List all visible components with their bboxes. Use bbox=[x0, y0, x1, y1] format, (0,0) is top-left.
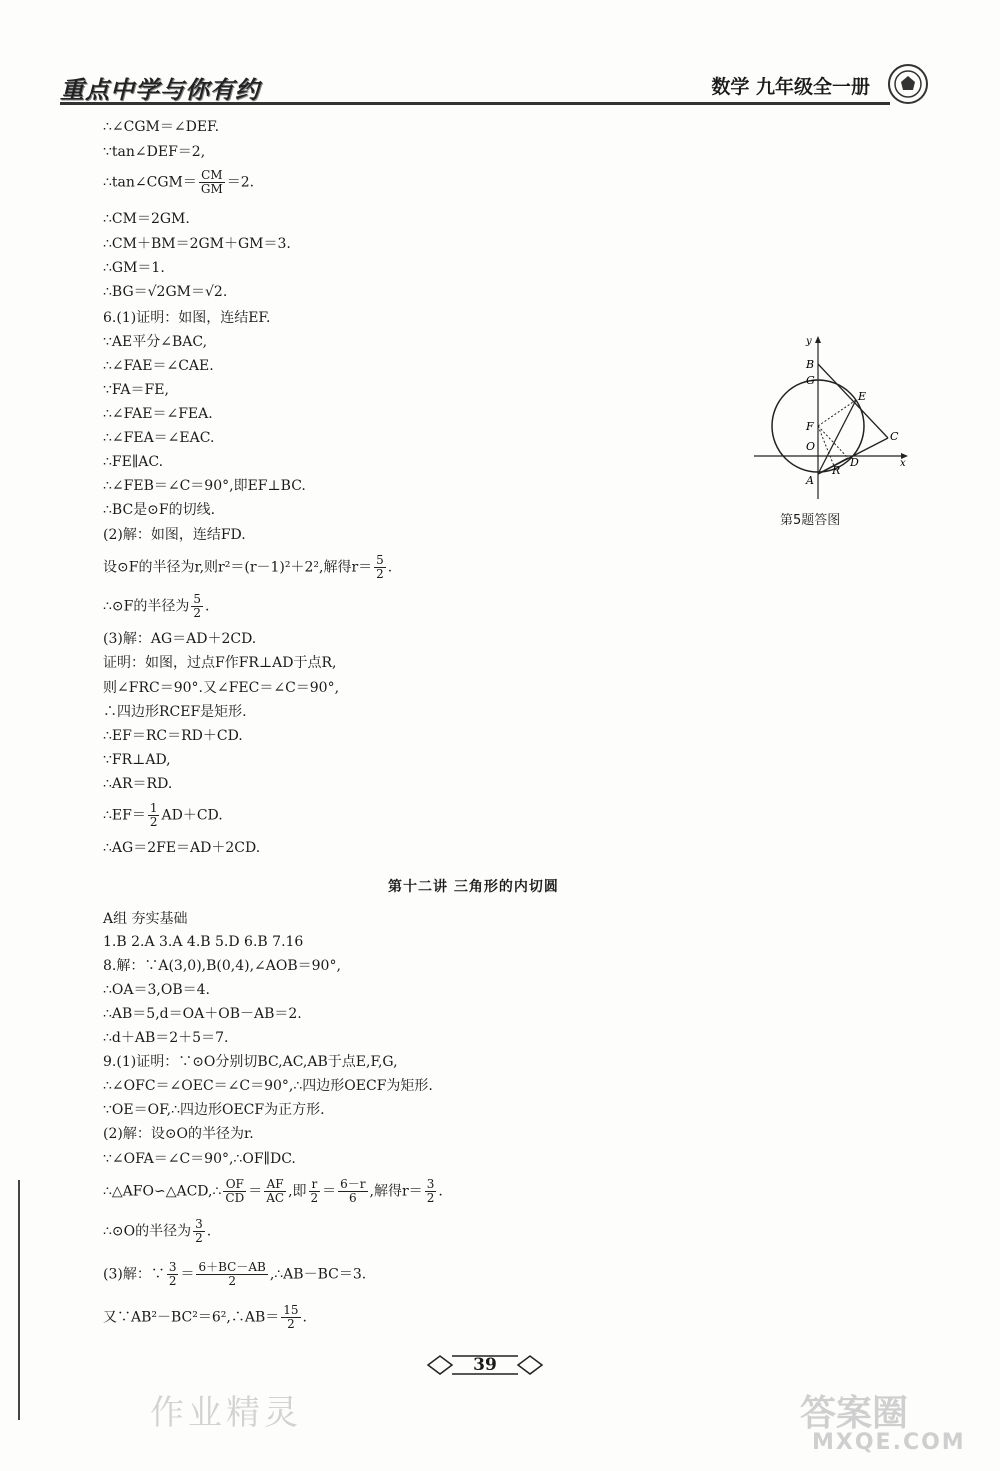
text-line: ∴AR＝RD. bbox=[103, 776, 173, 792]
geometry-figure bbox=[752, 334, 912, 504]
text-line: 8.解：∵A(3,0),B(0,4),∠AOB＝90°, bbox=[103, 958, 341, 974]
fraction: $\frac{AF}{AC}$ bbox=[266, 1177, 285, 1205]
text-line: 则∠FRC＝90°.又∠FEC＝∠C＝90°, bbox=[103, 680, 340, 696]
text-line: ∴⊙O的半径为 $\frac{3}{2}$ . bbox=[103, 1217, 212, 1245]
text-line: ∵tan∠DEF＝2, bbox=[103, 144, 206, 160]
text-line: ∴AG＝2FE＝AD＋2CD. bbox=[103, 840, 261, 856]
fraction: $\frac{3}{2}$ bbox=[195, 1217, 203, 1245]
fraction: $\frac{1}{2}$ bbox=[149, 801, 158, 829]
label-C: C bbox=[890, 430, 899, 443]
label-G: G bbox=[806, 374, 815, 387]
page-number: 39 bbox=[473, 1355, 497, 1375]
fraction: $\frac{5}{2}$ bbox=[376, 553, 384, 581]
figure-caption: 第5题答图 bbox=[780, 513, 841, 528]
label-B: B bbox=[806, 358, 815, 371]
text-line: 又∵AB²－BC²＝6²,∴AB＝ $\frac{15}{2}$ . bbox=[103, 1303, 307, 1331]
label-y: y bbox=[806, 336, 812, 347]
header-title: 重点中学与你有约 bbox=[60, 76, 260, 104]
section-title: 第十二讲 三角形的内切圆 bbox=[388, 879, 559, 895]
text-line: ∵OE＝OF,∴四边形OECF为正方形. bbox=[103, 1102, 325, 1118]
fraction: $\frac{OF}{CD}$ bbox=[225, 1177, 245, 1205]
text-line: ∴CM＋BM＝2GM＋GM＝3. bbox=[103, 236, 291, 252]
text-line: ∵FR⊥AD, bbox=[103, 752, 171, 768]
header-rule bbox=[60, 102, 890, 105]
text-line: ∴∠FAE＝∠FEA. bbox=[103, 406, 213, 422]
fraction: $\frac{5}{2}$ bbox=[193, 592, 201, 620]
text-line: 设⊙F的半径为r,则r²＝(r－1)²＋2²,解得r＝ $\frac{5}{2}$ . bbox=[103, 553, 393, 581]
fraction: $\frac{CM}{GM}$ bbox=[200, 168, 223, 196]
text-line: 1.B 2.A 3.A 4.B 5.D 6.B 7.16 bbox=[103, 934, 304, 950]
school-seal-icon bbox=[886, 62, 930, 106]
page-number-box bbox=[426, 1352, 544, 1378]
text-line: ∴EF＝ $\frac{1}{2}$ AD＋CD. bbox=[103, 801, 223, 829]
watermark-text: 作业精灵 bbox=[150, 1393, 302, 1433]
text-line: ∴d＋AB＝2＋5＝7. bbox=[103, 1030, 229, 1046]
text-line: (2)解：如图，连结FD. bbox=[103, 527, 246, 543]
label-A: A bbox=[806, 474, 814, 487]
label-F: F bbox=[806, 420, 814, 433]
text-line: ∴tan∠CGM＝ $\frac{CM}{GM}$ ＝2. bbox=[103, 168, 255, 196]
page-header bbox=[60, 62, 930, 106]
watermark-url: MXQE.COM bbox=[812, 1430, 966, 1455]
text-line: (2)解：设⊙O的半径为r. bbox=[103, 1126, 254, 1142]
text-line: ∴BC是⊙F的切线. bbox=[103, 502, 216, 518]
label-x: x bbox=[900, 458, 906, 469]
text-line: ∵FA＝FE, bbox=[103, 382, 169, 398]
text-line: (3)解：∵ $\frac{3}{2}$ ＝ $\frac{6+BC-AB}{2}$ ,∴AB－BC＝3. bbox=[103, 1260, 367, 1288]
text-line: ∴BG＝√2GM＝√2. bbox=[103, 284, 228, 300]
watermark-logo: 答案圈 bbox=[800, 1393, 909, 1434]
header-subject: 数学 九年级全一册 bbox=[711, 76, 870, 98]
fraction: $\frac{3}{2}$ bbox=[426, 1177, 435, 1205]
fraction: $\frac{r}{2}$ bbox=[310, 1177, 319, 1205]
fraction: $\frac{6+BC-AB}{2}$ bbox=[198, 1260, 266, 1288]
text-line: ∴FE∥AC. bbox=[103, 454, 164, 470]
text-line: ∴∠FEA＝∠EAC. bbox=[103, 430, 215, 446]
text-line: 证明：如图，过点F作FR⊥AD于点R, bbox=[103, 655, 337, 671]
fraction: $\frac{15}{2}$ bbox=[283, 1303, 299, 1331]
text-line: ∴∠CGM＝∠DEF. bbox=[103, 119, 220, 135]
text-line: ∵∠OFA＝∠C＝90°,∴OF∥DC. bbox=[103, 1151, 296, 1167]
text-line: ∵AE平分∠BAC, bbox=[103, 334, 208, 350]
text-line: ∴CM＝2GM. bbox=[103, 211, 190, 227]
text-line: ∴△AFO∽△ACD,∴ $\frac{OF}{CD}$ ＝ $\frac{AF}{AC}$ ,即 $\frac{r}{2}$ ＝ $\frac{6-r}{6}$ ,解得r＝ $\frac{3}{2}$ . bbox=[103, 1177, 443, 1205]
label-E: E bbox=[858, 390, 867, 403]
text-line: ∴OA＝3,OB＝4. bbox=[103, 982, 210, 998]
text-line: ∴GM＝1. bbox=[103, 260, 165, 276]
text-line: 6.(1)证明：如图，连结EF. bbox=[103, 310, 271, 326]
label-O: O bbox=[806, 440, 816, 453]
text-line: 9.(1)证明：∵⊙O分别切BC,AC,AB于点E,F,G, bbox=[103, 1054, 398, 1070]
label-D: D bbox=[850, 456, 859, 469]
text-line: ∴四边形RCEF是矩形. bbox=[103, 704, 247, 720]
text-line: A组 夯实基础 bbox=[103, 911, 188, 927]
text-line: ∴EF＝RC＝RD＋CD. bbox=[103, 728, 243, 744]
scan-edge-line bbox=[18, 1180, 20, 1420]
text-line: ∴∠OFC＝∠OEC＝∠C＝90°,∴四边形OECF为矩形. bbox=[103, 1078, 433, 1094]
fraction: $\frac{3}{2}$ bbox=[168, 1260, 177, 1288]
text-line: ∴AB＝5,d＝OA＋OB－AB＝2. bbox=[103, 1006, 302, 1022]
text-line: (3)解：AG＝AD＋2CD. bbox=[103, 631, 257, 647]
label-R: R bbox=[832, 464, 841, 477]
text-line: ∴∠FEB＝∠C＝90°,即EF⊥BC. bbox=[103, 478, 306, 494]
fraction: $\frac{6-r}{6}$ bbox=[340, 1177, 366, 1205]
text-line: ∴⊙F的半径为 $\frac{5}{2}$ . bbox=[103, 592, 210, 620]
text-line: ∴∠FAE＝∠CAE. bbox=[103, 358, 214, 374]
